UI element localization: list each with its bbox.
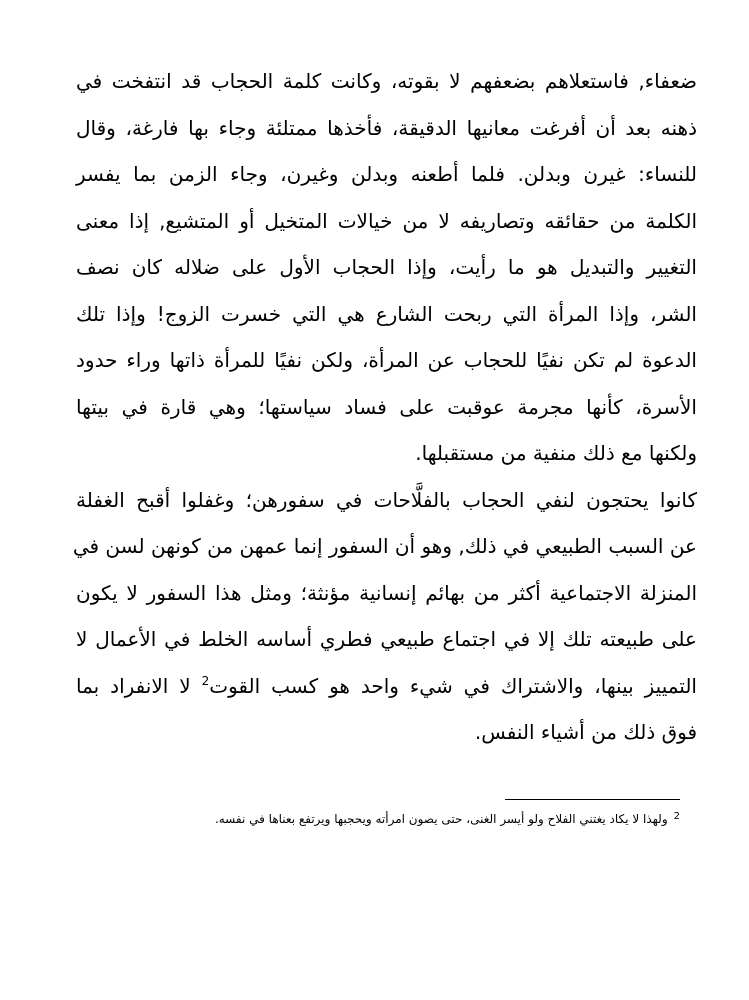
text-line: عن السبب الطبيعي في ذلك, وهو أن السفور إنما عمهن من كونهن لسن في: [72, 534, 697, 558]
text-line: الكلمة من حقائقه وتصاريفه لا من خيالات المتخيل أو المتشيع, إذا معنى: [76, 208, 697, 233]
main-text: [72, 58, 697, 756]
footnote-text: ولهذا لا يكاد يغتني الفلاح ولو أيسر الغنى، حتى يصون امرأته ويحجبها ويرتفع بعناها في نفسه.: [214, 812, 668, 826]
footnote-number: 2: [673, 811, 680, 822]
text-segment: لا الانفراد بما: [76, 673, 202, 698]
text-line: ضعفاء, فاستعلاهم بضعفهم لا بقوته، وكانت كلمة الحجاب قد انتفخت في: [76, 69, 697, 93]
footnote-separator: [505, 799, 680, 800]
text-line: الشر، وإذا المرأة التي ربحت الشارع هي التي خسرت الزوج! وإذا تلك: [76, 301, 697, 326]
text-line: الأسرة، كأنها مجرمة عوقبت على فساد سياستها؛ وهي قارة في بيتها: [76, 394, 697, 419]
text-line: ذهنه بعد أن أفرغت معانيها الدقيقة، فأخذها ممتلئة وجاء بها فارغة، وقال: [76, 115, 697, 140]
footnote: [120, 808, 680, 828]
text-line: الدعوة لم تكن نفيًا للحجاب عن المرأة، ولكن نفيًا للمرأة ذاتها وراء حدود: [76, 348, 697, 372]
text-line: المنزلة الاجتماعية أكثر من بهائم إنسانية مؤنثة؛ ومثل هذا السفور لا يكون: [76, 580, 697, 605]
text-line: للنساء: غيرن وبدلن. فلما أطعنه وبدلن وغيرن، وجاء الزمن بما يفسر: [76, 162, 697, 186]
text-line-with-note: [76, 663, 697, 710]
footnote-reference[interactable]: 2: [201, 673, 210, 688]
text-segment: التمييز بينها، والاشتراك في شيء واحد هو كسب القوت: [209, 673, 697, 698]
text-line: فوق ذلك من أشياء النفس.: [474, 720, 697, 744]
text-line: ولكنها مع ذلك منفية من مستقبلها.: [415, 441, 697, 465]
text-line: كانوا يحتجون لنفي الحجاب بالفلَّاحات في سفورهن؛ وغفلوا أقبح الغفلة: [76, 487, 697, 512]
text-line: على طبيعته تلك إلا في اجتماع طبيعي فطري أساسه الخلط في الأعمال لا: [76, 627, 697, 651]
text-line: التغيير والتبديل هو ما رأيت، وإذا الحجاب الأول على ضلاله كان نصف: [76, 255, 697, 279]
